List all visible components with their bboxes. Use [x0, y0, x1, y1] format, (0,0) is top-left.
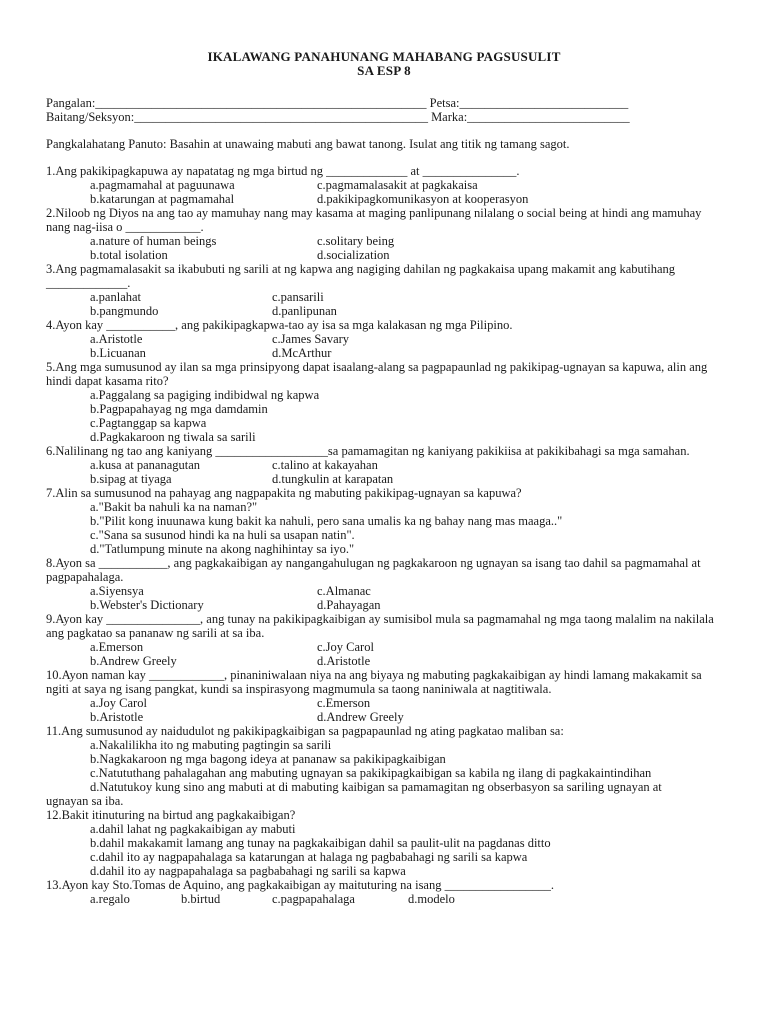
answer-choice: d."Tatlumpung minute na akong naghihintay sa iyo." — [90, 542, 355, 556]
answer-choice: c.pagpapahalaga — [272, 892, 355, 906]
question-stem: 13.Ayon kay Sto.Tomas de Aquino, ang pagkakaibigan ay maituturing na isang _________________. — [46, 878, 554, 892]
choice-row — [90, 836, 726, 850]
answer-choice: b.Pagpapahayag ng mga damdamin — [90, 402, 268, 416]
choice-row — [90, 430, 726, 444]
question-item — [46, 206, 726, 262]
answer-choice: d.tungkulin at karapatan — [272, 472, 394, 486]
answer-choice: a.Siyensya — [90, 584, 144, 598]
choice-group — [46, 696, 726, 724]
choice-row — [90, 640, 726, 654]
answer-choice: b.pangmundo — [90, 304, 159, 318]
question-stem: 8.Ayon sa ___________, ang pagkakaibigan ay nangangahulugan ng pagkakaroon ng ugnayan sa isang tao dahil sa pagmamahal at pagpapahalaga. — [46, 556, 701, 584]
choice-row — [90, 864, 726, 878]
choice-group — [46, 290, 726, 318]
answer-choice: a.pagmamahal at paguunawa — [90, 178, 235, 192]
choice-group — [46, 500, 726, 556]
choice-row — [90, 598, 726, 612]
choice-row — [90, 472, 726, 486]
exam-title: IKALAWANG PANAHUNANG MAHABANG PAGSUSULIT — [207, 49, 561, 64]
answer-choice: c.dahil ito ay nagpapahalaga sa katarungan at halaga ng pagbabahagi ng sarili sa kapwa — [90, 850, 528, 864]
answer-choice: c.Emerson — [317, 696, 371, 710]
choice-row — [90, 850, 726, 864]
answer-choice: a.kusa at pananagutan — [90, 458, 201, 472]
choice-row — [90, 178, 726, 192]
answer-choice: d.Andrew Greely — [317, 710, 404, 724]
question-stem: 6.Nalilinang ng tao ang kaniyang __________________sa pamamagitan ng kaniyang pakikiisa at pakikibahagi sa mga samahan. — [46, 444, 690, 458]
choice-row — [90, 234, 726, 248]
choice-group — [46, 640, 726, 668]
answer-choice: a.dahil lahat ng pagkakaibigan ay mabuti — [90, 822, 296, 836]
choice-group — [46, 892, 726, 906]
choice-row — [90, 248, 726, 262]
answer-choice: c.James Savary — [272, 332, 350, 346]
choice-row — [90, 654, 726, 668]
answer-choice: d.Pagkakaroon ng tiwala sa sarili — [90, 430, 256, 444]
choice-row — [90, 458, 726, 472]
question-list — [46, 164, 726, 906]
question-item — [46, 878, 726, 906]
answer-choice: d.socialization — [317, 248, 390, 262]
choice-row — [90, 892, 726, 906]
answer-choice: a.Aristotle — [90, 332, 143, 346]
choice-row — [90, 416, 726, 430]
question-stem: 7.Alin sa sumusunod na pahayag ang nagpapakita ng mabuting pakikipag-ugnayan sa kapuwa? — [46, 486, 522, 500]
answer-choice: c.talino at kakayahan — [272, 458, 378, 472]
choice-row — [90, 304, 726, 318]
answer-choice: c."Sana sa susunod hindi ka na huli sa usapan natin". — [90, 528, 355, 542]
question-item — [46, 486, 726, 556]
choice-row — [90, 332, 726, 346]
choice-group — [46, 458, 726, 486]
answer-choice: d.dahil ito ay nagpapahalaga sa pagbabahagi ng sarili sa kapwa — [90, 864, 406, 878]
choice-row — [90, 542, 726, 556]
choice-group — [46, 388, 726, 444]
answer-choice: b.Webster's Dictionary — [90, 598, 204, 612]
question-stem: 5.Ang mga sumusunod ay ilan sa mga prinsipyong dapat isaalang-alang sa pagpapaunlad ng pakikipag-ugnayan sa kapuwa, alin ang hindi dapat kasama rito? — [46, 360, 708, 388]
answer-choice: d.pakikipagkomunikasyon at kooperasyon — [317, 192, 529, 206]
answer-choice: c.Almanac — [317, 584, 371, 598]
choice-row — [90, 402, 726, 416]
choice-row — [90, 514, 726, 528]
answer-choice: b.Andrew Greely — [90, 654, 177, 668]
choice-row — [90, 388, 726, 402]
question-item — [46, 262, 726, 318]
question-item — [46, 556, 726, 612]
answer-choice: a.Emerson — [90, 640, 144, 654]
answer-choice: b.sipag at tiyaga — [90, 472, 172, 486]
question-item — [46, 318, 726, 360]
choice-continuation: ugnayan sa iba. — [46, 794, 124, 808]
question-item — [46, 164, 726, 206]
answer-choice: d.Aristotle — [317, 654, 371, 668]
answer-choice: a.Paggalang sa pagiging indibidwal ng kapwa — [90, 388, 320, 402]
answer-choice: b.dahil makakamit lamang ang tunay na pagkakaibigan dahil sa paulit-ulit na pagdanas ditto — [90, 836, 551, 850]
answer-choice: d.panlipunan — [272, 304, 337, 318]
answer-choice: a.Nakalilikha ito ng mabuting pagtingin sa sarili — [90, 738, 332, 752]
question-stem: 1.Ang pakikipagkapuwa ay napatatag ng mga birtud ng _____________ at _______________. — [46, 164, 520, 178]
question-stem: 4.Ayon kay ___________, ang pakikipagkapwa-tao ay isa sa mga kalakasan ng mga Pilipino. — [46, 318, 513, 332]
answer-choice: c.Natututhang pahalagahan ang mabuting ugnayan sa pakikipagkaibigan sa kabila ng ilang di pagkakaintindihan — [90, 766, 652, 780]
answer-choice: a.nature of human beings — [90, 234, 217, 248]
answer-choice: b.Aristotle — [90, 710, 144, 724]
choice-row — [90, 822, 726, 836]
question-stem: 10.Ayon naman kay ____________, pinaniniwalaan niya na ang biyaya ng mabuting pagkakaibigan ay hindi lamang makakamit sa ngiti at saya ng isang pangkat, kundi sa inspirasyong magmumula sa taong naniniwala at nagtitiwala. — [46, 668, 702, 696]
answer-choice: a.panlahat — [90, 290, 142, 304]
answer-choice: b.katarungan at pagmamahal — [90, 192, 235, 206]
answer-choice: d.Pahayagan — [317, 598, 381, 612]
answer-choice: c.Pagtanggap sa kapwa — [90, 416, 207, 430]
choice-row — [90, 346, 726, 360]
choice-row — [90, 752, 726, 766]
choice-row — [90, 780, 726, 794]
choice-row — [90, 710, 726, 724]
answer-choice: c.pansarili — [272, 290, 324, 304]
question-stem: 11.Ang sumusunod ay naidudulot ng pakikipagkaibigan sa pagpapaunlad ng ating pagkatao maliban sa: — [46, 724, 564, 738]
question-item — [46, 808, 726, 878]
question-item — [46, 444, 726, 486]
section-score-line: Baitang/Seksyon:_______________________________________________ Marka:__________________________ — [46, 110, 630, 124]
choice-row — [90, 500, 726, 514]
answer-choice: b."Pilit kong inuunawa kung bakit ka nahuli, pero sana umalis ka ng bahay nang mas maaga.." — [90, 514, 563, 528]
answer-choice: b.Licuanan — [90, 346, 146, 360]
question-item — [46, 360, 726, 444]
choice-row — [90, 192, 726, 206]
name-date-line: Pangalan:_____________________________________________________ Petsa:___________________________ — [46, 96, 629, 110]
answer-choice: a."Bakit ba nahuli ka na naman?" — [90, 500, 258, 514]
question-item — [46, 724, 726, 808]
choice-group — [46, 738, 726, 794]
answer-choice: c.pagmamalasakit at pagkakaisa — [317, 178, 478, 192]
exam-subject: SA ESP 8 — [357, 63, 411, 78]
answer-choice: a.Joy Carol — [90, 696, 147, 710]
question-stem: 2.Niloob ng Diyos na ang tao ay mamuhay nang may kasama at maging panlipunang nilalang o social being at hindi ang mamuhay nang nag-iisa o ____________. — [46, 206, 702, 234]
choice-group — [46, 822, 726, 878]
answer-choice: b.total isolation — [90, 248, 168, 262]
answer-choice: a.regalo — [90, 892, 130, 906]
question-stem: 9.Ayon kay _______________, ang tunay na pakikipagkaibigan ay sumisibol mula sa pagmamahal ng mga taong malalim na nakilala ang pagkatao sa pananaw ng sarili at sa iba. — [46, 612, 714, 640]
question-stem: 3.Ang pagmamalasakit sa ikabubuti ng sarili at ng kapwa ang nagiging dahilan ng pagkakaisa upang makamit ang kabutihang _____________. — [46, 262, 676, 290]
answer-choice: c.solitary being — [317, 234, 395, 248]
choice-row — [90, 584, 726, 598]
answer-choice: b.Nagkakaroon ng mga bagong ideya at pananaw sa pakikipagkaibigan — [90, 752, 446, 766]
choice-group — [46, 178, 726, 206]
answer-choice: d.Natutukoy kung sino ang mabuti at di mabuting kaibigan sa pamamagitan ng obserbasyon sa sariling ugnayan at — [90, 780, 662, 794]
general-directions: Pangkalahatang Panuto: Basahin at unawaing mabuti ang bawat tanong. Isulat ang titik ng tamang sagot. — [46, 137, 570, 151]
choice-row — [90, 738, 726, 752]
question-stem: 12.Bakit itinuturing na birtud ang pagkakaibigan? — [46, 808, 296, 822]
choice-group — [46, 234, 726, 262]
choice-row — [90, 766, 726, 780]
choice-row — [90, 528, 726, 542]
answer-choice: b.birtud — [181, 892, 221, 906]
question-item — [46, 612, 726, 668]
choice-group — [46, 584, 726, 612]
answer-choice: d.modelo — [408, 892, 455, 906]
answer-choice: d.McArthur — [272, 346, 332, 360]
choice-row — [90, 696, 726, 710]
choice-group — [46, 332, 726, 360]
question-item — [46, 668, 726, 724]
answer-choice: c.Joy Carol — [317, 640, 374, 654]
choice-row — [90, 290, 726, 304]
